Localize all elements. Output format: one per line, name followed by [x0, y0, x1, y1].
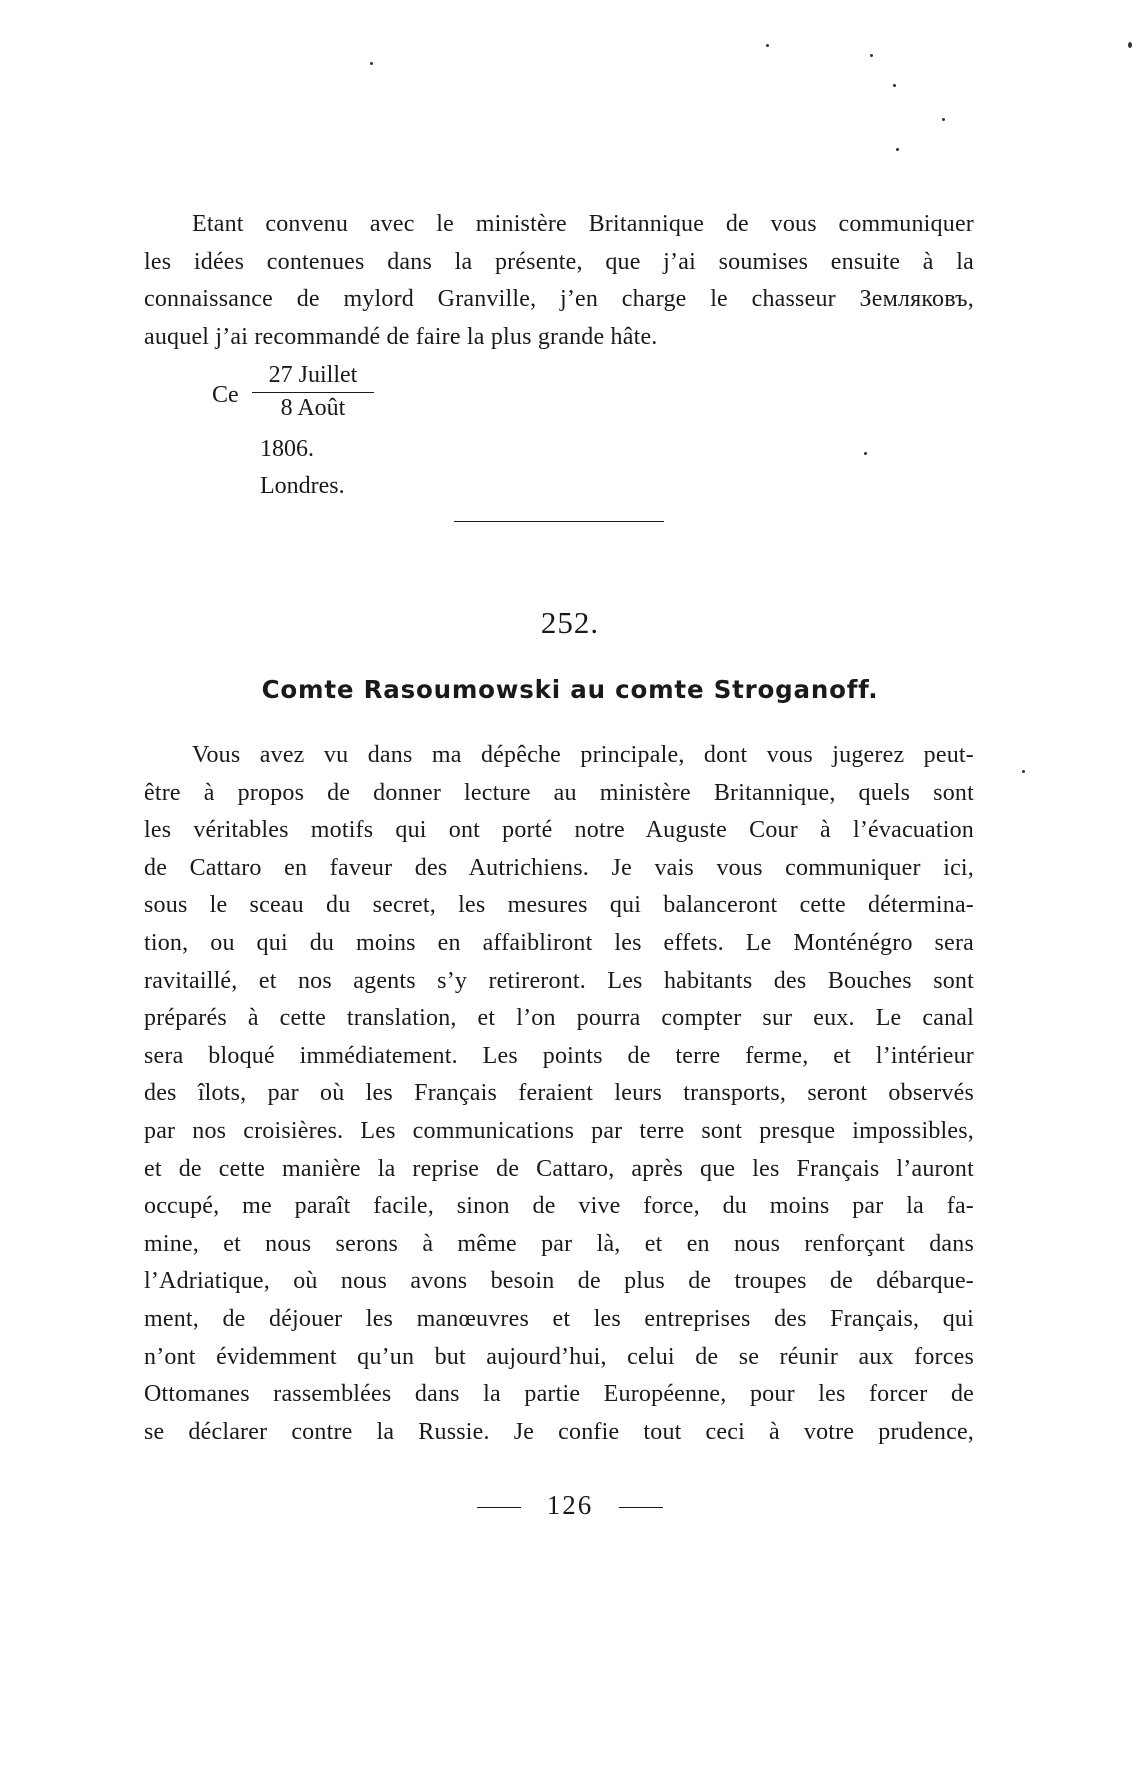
text-line: et de cette manière la reprise de Cattaro, après que les Français l’auront: [144, 1155, 974, 1182]
date-new-style: 8 Août: [280, 395, 346, 421]
text-line: les véritables motifs qui ont porté notre Auguste Cour à l’évacuation: [144, 817, 974, 844]
paragraph-2: [144, 737, 974, 1451]
document-number: 252.: [540, 605, 600, 640]
text-line: ment, de déjouer les manœuvres et les entreprises des Français, qui: [144, 1305, 974, 1332]
text-line: auquel j’ai recommandé de faire la plus grande hâte.: [144, 323, 658, 350]
scan-speck: [1022, 770, 1025, 773]
text-line: sera bloqué immédiatement. Les points de terre ferme, et l’intérieur: [144, 1042, 974, 1069]
text-line: Ottomanes rassemblées dans la partie Européenne, pour les forcer de: [144, 1381, 974, 1408]
date-year: 1806.: [260, 436, 314, 462]
text-line: être à propos de donner lecture au ministère Britannique, quels sont: [144, 779, 974, 806]
paragraph-1: [144, 206, 974, 356]
text-line: n’ont évidemment qu’un but aujourd’hui, celui de se réunir aux forces: [144, 1343, 974, 1370]
text-line: de Cattaro en faveur des Autrichiens. Je vais vous communiquer ici,: [144, 854, 974, 881]
text-line: occupé, me paraît facile, sinon de vive force, du moins par la fa-: [144, 1193, 974, 1220]
letter-heading: Comte Rasoumowski au comte Stroganoff.: [261, 675, 879, 704]
scan-speck: [1128, 42, 1132, 48]
date-old-style: 27 Juillet: [268, 362, 358, 388]
scan-speck: [942, 118, 945, 121]
text-line: l’Adriatique, où nous avons besoin de plus de troupes de débarque-: [144, 1268, 974, 1295]
text-line: ravitaillé, et nos agents s’y retireront. Les habitants des Bouches sont: [144, 967, 974, 994]
scan-speck: [870, 54, 873, 57]
text-line: les idées contenues dans la présente, que j’ai soumises ensuite à la: [144, 248, 974, 275]
text-line: connaissance de mylord Granville, j’en charge le chasseur Земляковъ,: [144, 286, 974, 313]
text-line: par nos croisières. Les communications par terre sont presque impossibles,: [144, 1117, 974, 1144]
footer-dash: [619, 1507, 663, 1508]
text-line: des îlots, par où les Français feraient leurs transports, seront observés: [144, 1080, 974, 1107]
text-line: Etant convenu avec le ministère Britannique de vous communiquer: [192, 211, 974, 237]
section-divider: [454, 521, 664, 522]
scan-speck: [864, 452, 867, 455]
text-line: sous le sceau du secret, les mesures qui balanceront cette détermina-: [144, 892, 974, 919]
page-footer: [0, 1490, 1140, 1521]
text-line: Vous avez vu dans ma dépêche principale, dont vous jugerez peut-: [192, 742, 974, 768]
footer-dash: [477, 1507, 521, 1508]
scan-speck: [370, 62, 373, 65]
date-prefix: Ce: [212, 382, 239, 408]
scan-speck: [893, 84, 896, 87]
page-number: 126: [546, 1490, 594, 1520]
text-line: se déclarer contre la Russie. Je confie tout ceci à votre prudence,: [144, 1418, 974, 1445]
text-line: mine, et nous serons à même par là, et en nous renforçant dans: [144, 1230, 974, 1257]
date-fraction: [252, 360, 374, 423]
text-line: tion, ou qui du moins en affaibliront les effets. Le Monténégro sera: [144, 929, 974, 956]
scan-speck: [766, 44, 769, 47]
date-place: Londres.: [260, 473, 345, 499]
text-line: préparés à cette translation, et l’on pourra compter sur eux. Le canal: [144, 1005, 974, 1032]
scan-speck: [896, 148, 899, 151]
